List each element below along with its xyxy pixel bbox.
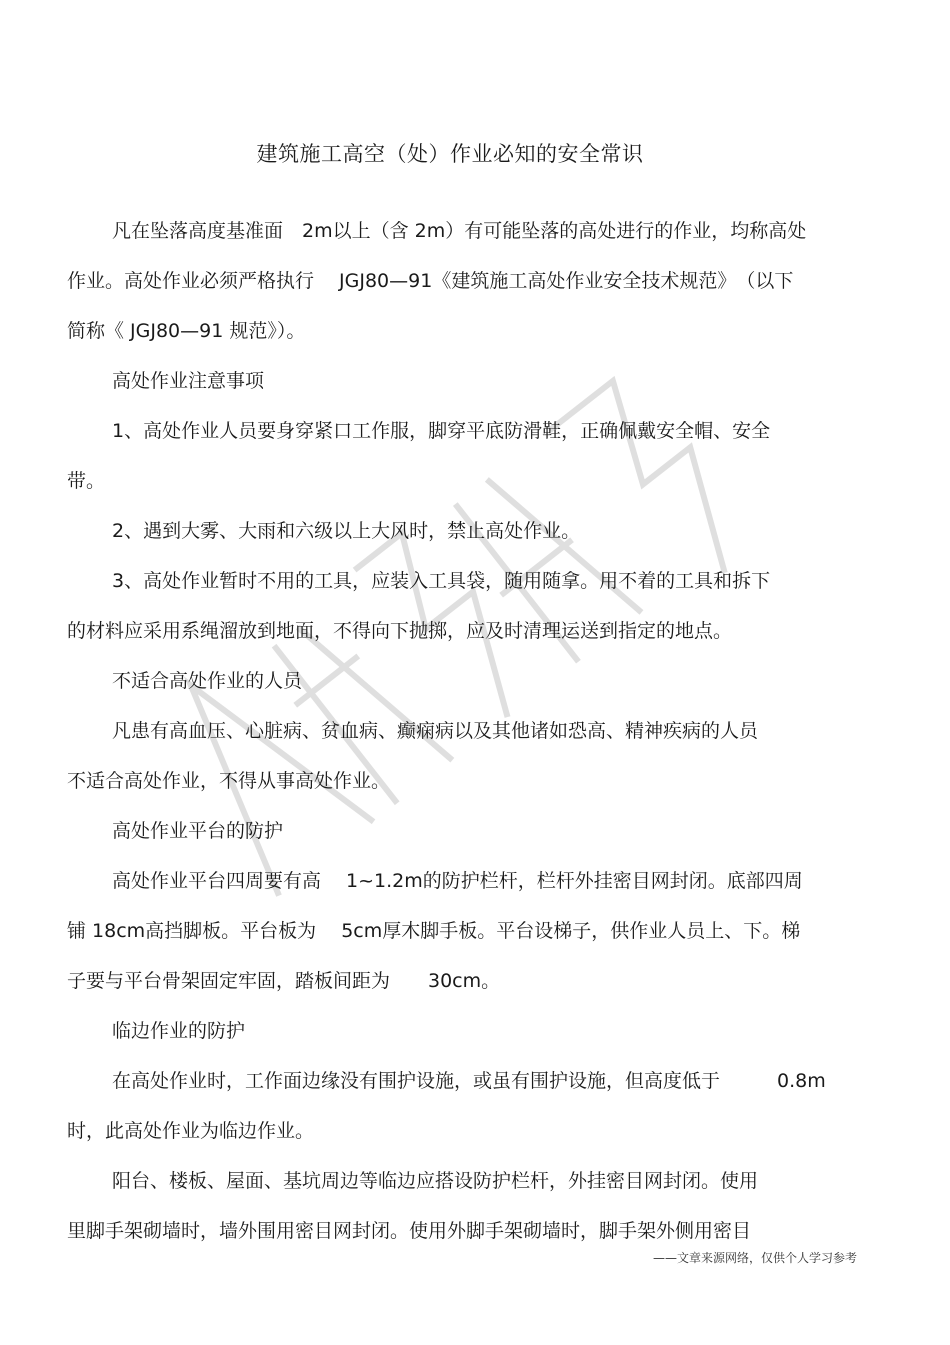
paragraph-line: 阳台、楼板、屋面、基坑周边等临边应搭设防护栏杆，外挂密目网封闭。使用: [112, 1170, 759, 1192]
paragraph-line: 简称《 JGJ80—91 规范》）。: [67, 320, 306, 342]
section-heading: 临边作业的防护: [112, 1020, 246, 1042]
paragraph-line: 3、高处作业暂时不用的工具，应装入工具袋，随用随拿。用不着的工具和拆下: [112, 570, 771, 592]
section-heading: 高处作业注意事项: [112, 370, 265, 392]
paragraph-line: 里脚手架砌墙时，墙外围用密目网封闭。使用外脚手架砌墙时，脚手架外侧用密目: [67, 1220, 752, 1242]
paragraph-line: 时，此高处作业为临边作业。: [67, 1120, 315, 1142]
paragraph-line: 子要与平台骨架固定牢固，踏板间距为 30cm。: [67, 970, 501, 992]
paragraph-line: 的材料应采用系绳溜放到地面，不得向下抛掷，应及时清理运送到指定的地点。: [67, 620, 733, 642]
paragraph-line: 高处作业平台四周要有高 1~1.2m的防护栏杆，栏杆外挂密目网封闭。底部四周: [112, 870, 803, 892]
document-title: 建筑施工高空（处）作业必知的安全常识: [256, 142, 644, 166]
paragraph-line: 2、遇到大雾、大雨和六级以上大风时，禁止高处作业。: [112, 520, 581, 542]
section-heading: 不适合高处作业的人员: [112, 670, 303, 692]
section-heading: 高处作业平台的防护: [112, 820, 284, 842]
paragraph-line: 带。: [67, 470, 106, 492]
paragraph-line: 凡在坠落高度基准面 2m以上（含 2m）有可能坠落的高处进行的作业，均称高处: [112, 220, 807, 242]
footer-note: ——文章来源网络，仅供个人学习参考: [652, 1251, 857, 1265]
paragraph-line: 铺 18cm高挡脚板。平台板为 5cm厚木脚手板。平台设梯子，供作业人员上、下。梯: [67, 920, 801, 942]
paragraph-line: 1、高处作业人员要身穿紧口工作服，脚穿平底防滑鞋，正确佩戴安全帽、安全: [112, 420, 771, 442]
paragraph-line: 凡患有高血压、心脏病、贫血病、癫痫病以及其他诸如恐高、精神疾病的人员: [112, 720, 759, 742]
paragraph-line: 不适合高处作业，不得从事高处作业。: [67, 770, 391, 792]
paragraph-line: 在高处作业时，工作面边缘没有围护设施，或虽有围护设施，但高度低于 0.8m: [112, 1070, 826, 1092]
paragraph-line: 作业。高处作业必须严格执行 JGJ80—91《建筑施工高处作业安全技术规范》 （以下: [67, 270, 794, 292]
